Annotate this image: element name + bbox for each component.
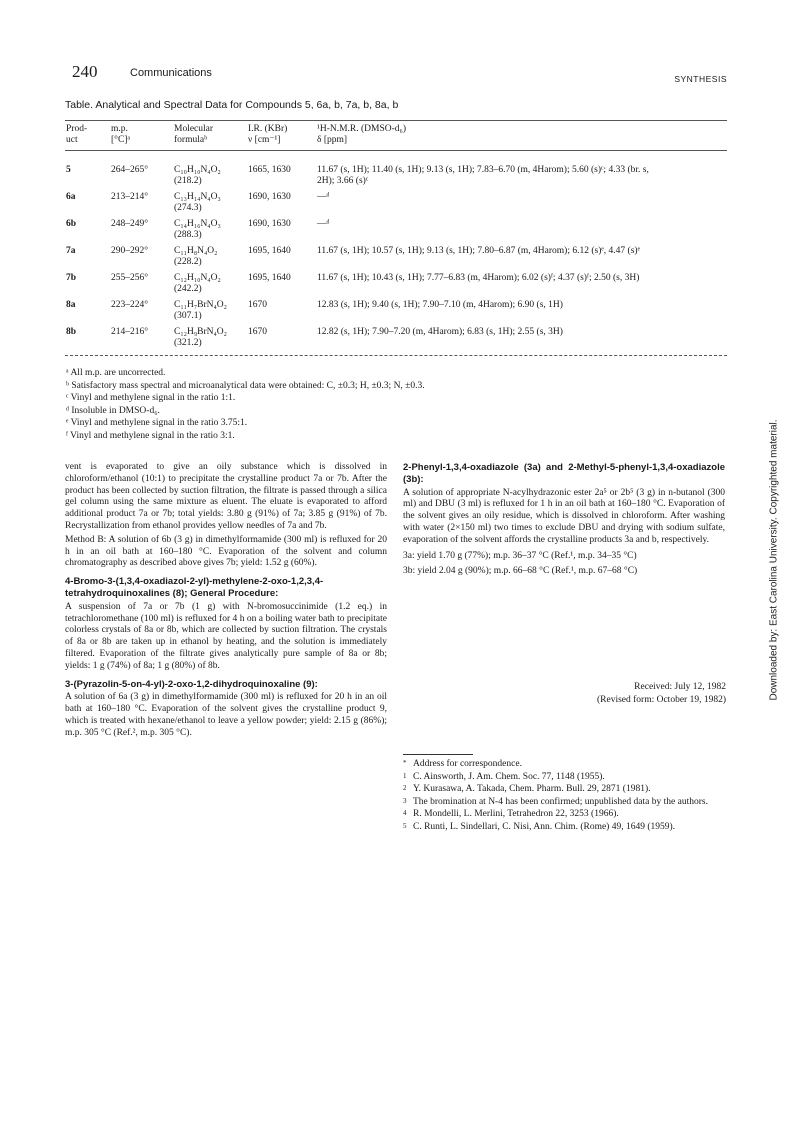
paragraph: Method B: A solution of 6b (3 g) in dimethylformamide (300 ml) is refluxed for 20 h in an oil bath at 160–180 °C. Evaporation of the solvent and column chromatography as described above gives 7b; yield: 1.52 g (60%). — [65, 534, 387, 569]
header-formula: Molecular formulaᵇ — [174, 124, 214, 145]
reference-item: 2 Y. Kurasawa, A. Takada, Chem. Pharm. Bull. 29, 2871 (1981). — [403, 784, 651, 794]
header-mp: m.p. [°C]ᵃ — [111, 124, 131, 145]
table-header-rule — [65, 150, 727, 151]
footnote: ᵃ All m.p. are uncorrected. — [66, 368, 166, 378]
table-footnotes — [66, 367, 425, 442]
header-nmr: ¹H-N.M.R. (DMSO-d₆) δ [ppm] — [317, 124, 407, 145]
reference-item: 5 C. Runti, L. Sindellari, C. Nisi, Ann. Chim. (Rome) 49, 1649 (1959). — [403, 821, 676, 832]
paragraph: A suspension of 7a or 7b (1 g) with N-bromosuccinimide (1.2 eq.) in tetrachloromethane (100 ml) is refluxed for 4 h on a boiling water bath to precipitate colorless crystals of 8a or 8b, which are collected by suction filtration. The crystals of 8a or 8b are taken up in ethanol by heating, and the solution is immediately filtered. Evaporation of the filtrate gives analytically pure sample of 8a or 8b; yields: 1 g (74%) of 8a; 1 g (80%) of 8b. — [65, 601, 387, 671]
references-rule — [403, 754, 473, 755]
references — [403, 758, 725, 833]
right-column — [403, 462, 725, 578]
footnote: ᶜ Vinyl and methylene signal in the ratio 1:1. — [66, 393, 236, 403]
yield-line: 3a: yield 1.70 g (77%); m.p. 36–37 °C (Ref.¹, m.p. 34–35 °C) — [403, 550, 637, 561]
download-watermark: Downloaded by: East Carolina University. Copyrighted material. — [768, 419, 780, 701]
paragraph: vent is evaporated to give an oily substance which is dissolved in chloroform/ethanol (10:1) to precipitate the crystalline product 7a or 7b. After the product has been collected by suction filtration, the filtrate is passed through a silica gel column using the same mixture as eluent. The eluate is evaporated to afford additional product 7a or 7b; total yields: 3.80 g (91%) of 7a; 3.85 g (91%) of 7b. Recrystallization from ethanol provides yellow needles of 7a and 7b. — [65, 462, 387, 531]
table-bottom-rule — [65, 355, 727, 356]
header-ir: I.R. (KBr) ν [cm⁻¹] — [248, 124, 288, 145]
paragraph: A solution of 6a (3 g) in dimethylformamide (300 ml) is refluxed for 20 h in an oil bath at 160–180 °C. Evaporation of the solvent gives the crystalline product 9, which is treated with hexane/ethanol to leave a yellow powder; yield: 2.15 g (86%); m.p. 305 °C (Ref.², m.p. 305 °C). — [65, 692, 387, 738]
table-caption: Table. Analytical and Spectral Data for Compounds 5, 6a, b, 7a, b, 8a, b — [65, 99, 399, 111]
table-top-rule — [65, 120, 727, 121]
reference-item: * Address for correspondence. — [403, 759, 522, 769]
section-heading: 2-Phenyl-1,3,4-oxadiazole (3a) and 2-Methyl-5-phenyl-1,3,4-oxadiazole (3b): — [403, 462, 725, 485]
section-heading: 4-Bromo-3-(1,3,4-oxadiazol-2-yl)-methylene-2-oxo-1,2,3,4-tetrahydroquinoxalines (8); General Procedure: — [65, 576, 324, 599]
left-column — [65, 462, 387, 742]
footnote: ᵇ Satisfactory mass spectral and microanalytical data were obtained: C, ±0.3; H, ±0.3; N, ±0.3. — [66, 380, 425, 391]
journal-section: Communications — [130, 67, 212, 79]
paragraph: A solution of appropriate N-acylhydrazonic ester 2a⁵ or 2b⁵ (3 g) in n-butanol (300 ml) and DBU (3 ml) is refluxed for 1 h in an oil bath at 160–180 °C. Evaporation of the solvent gives an oily residue, which is dissolved in chloroform. After washing with water (2×150 ml) two times to exclude DBU and drying with sodium sulfate, evaporation of the solvent affords the crystalline products 3a and b, respectively. — [403, 487, 725, 545]
reference-item: 3 The bromination at N-4 has been confirmed; unpublished data by the authors. — [403, 796, 708, 807]
header-product: Prod- uct — [66, 124, 88, 145]
received-date: Received: July 12, 1982 — [634, 682, 726, 692]
footnote: ᶠ Vinyl and methylene signal in the ratio 3:1. — [66, 430, 235, 441]
page-number: 240 — [72, 62, 98, 81]
running-title: SYNTHESIS — [674, 74, 727, 84]
reference-item: 1 C. Ainsworth, J. Am. Chem. Soc. 77, 1148 (1955). — [403, 771, 605, 782]
footnote: ᵉ Vinyl and methylene signal in the ratio 3.75:1. — [66, 418, 248, 428]
section-heading: 3-(Pyrazolin-5-on-4-yl)-2-oxo-1,2-dihydroquinoxaline (9): — [65, 678, 318, 690]
revised-date: (Revised form: October 19, 1982) — [596, 695, 726, 705]
yield-line: 3b: yield 2.04 g (90%); m.p. 66–68 °C (Ref.¹, m.p. 67–68 °C) — [403, 566, 638, 577]
reference-item: 4 R. Mondelli, L. Merlini, Tetrahedron 22, 3253 (1966). — [403, 809, 619, 819]
running-head — [72, 62, 727, 82]
footnote: ᵈ Insoluble in DMSO-d₆. — [66, 405, 160, 416]
